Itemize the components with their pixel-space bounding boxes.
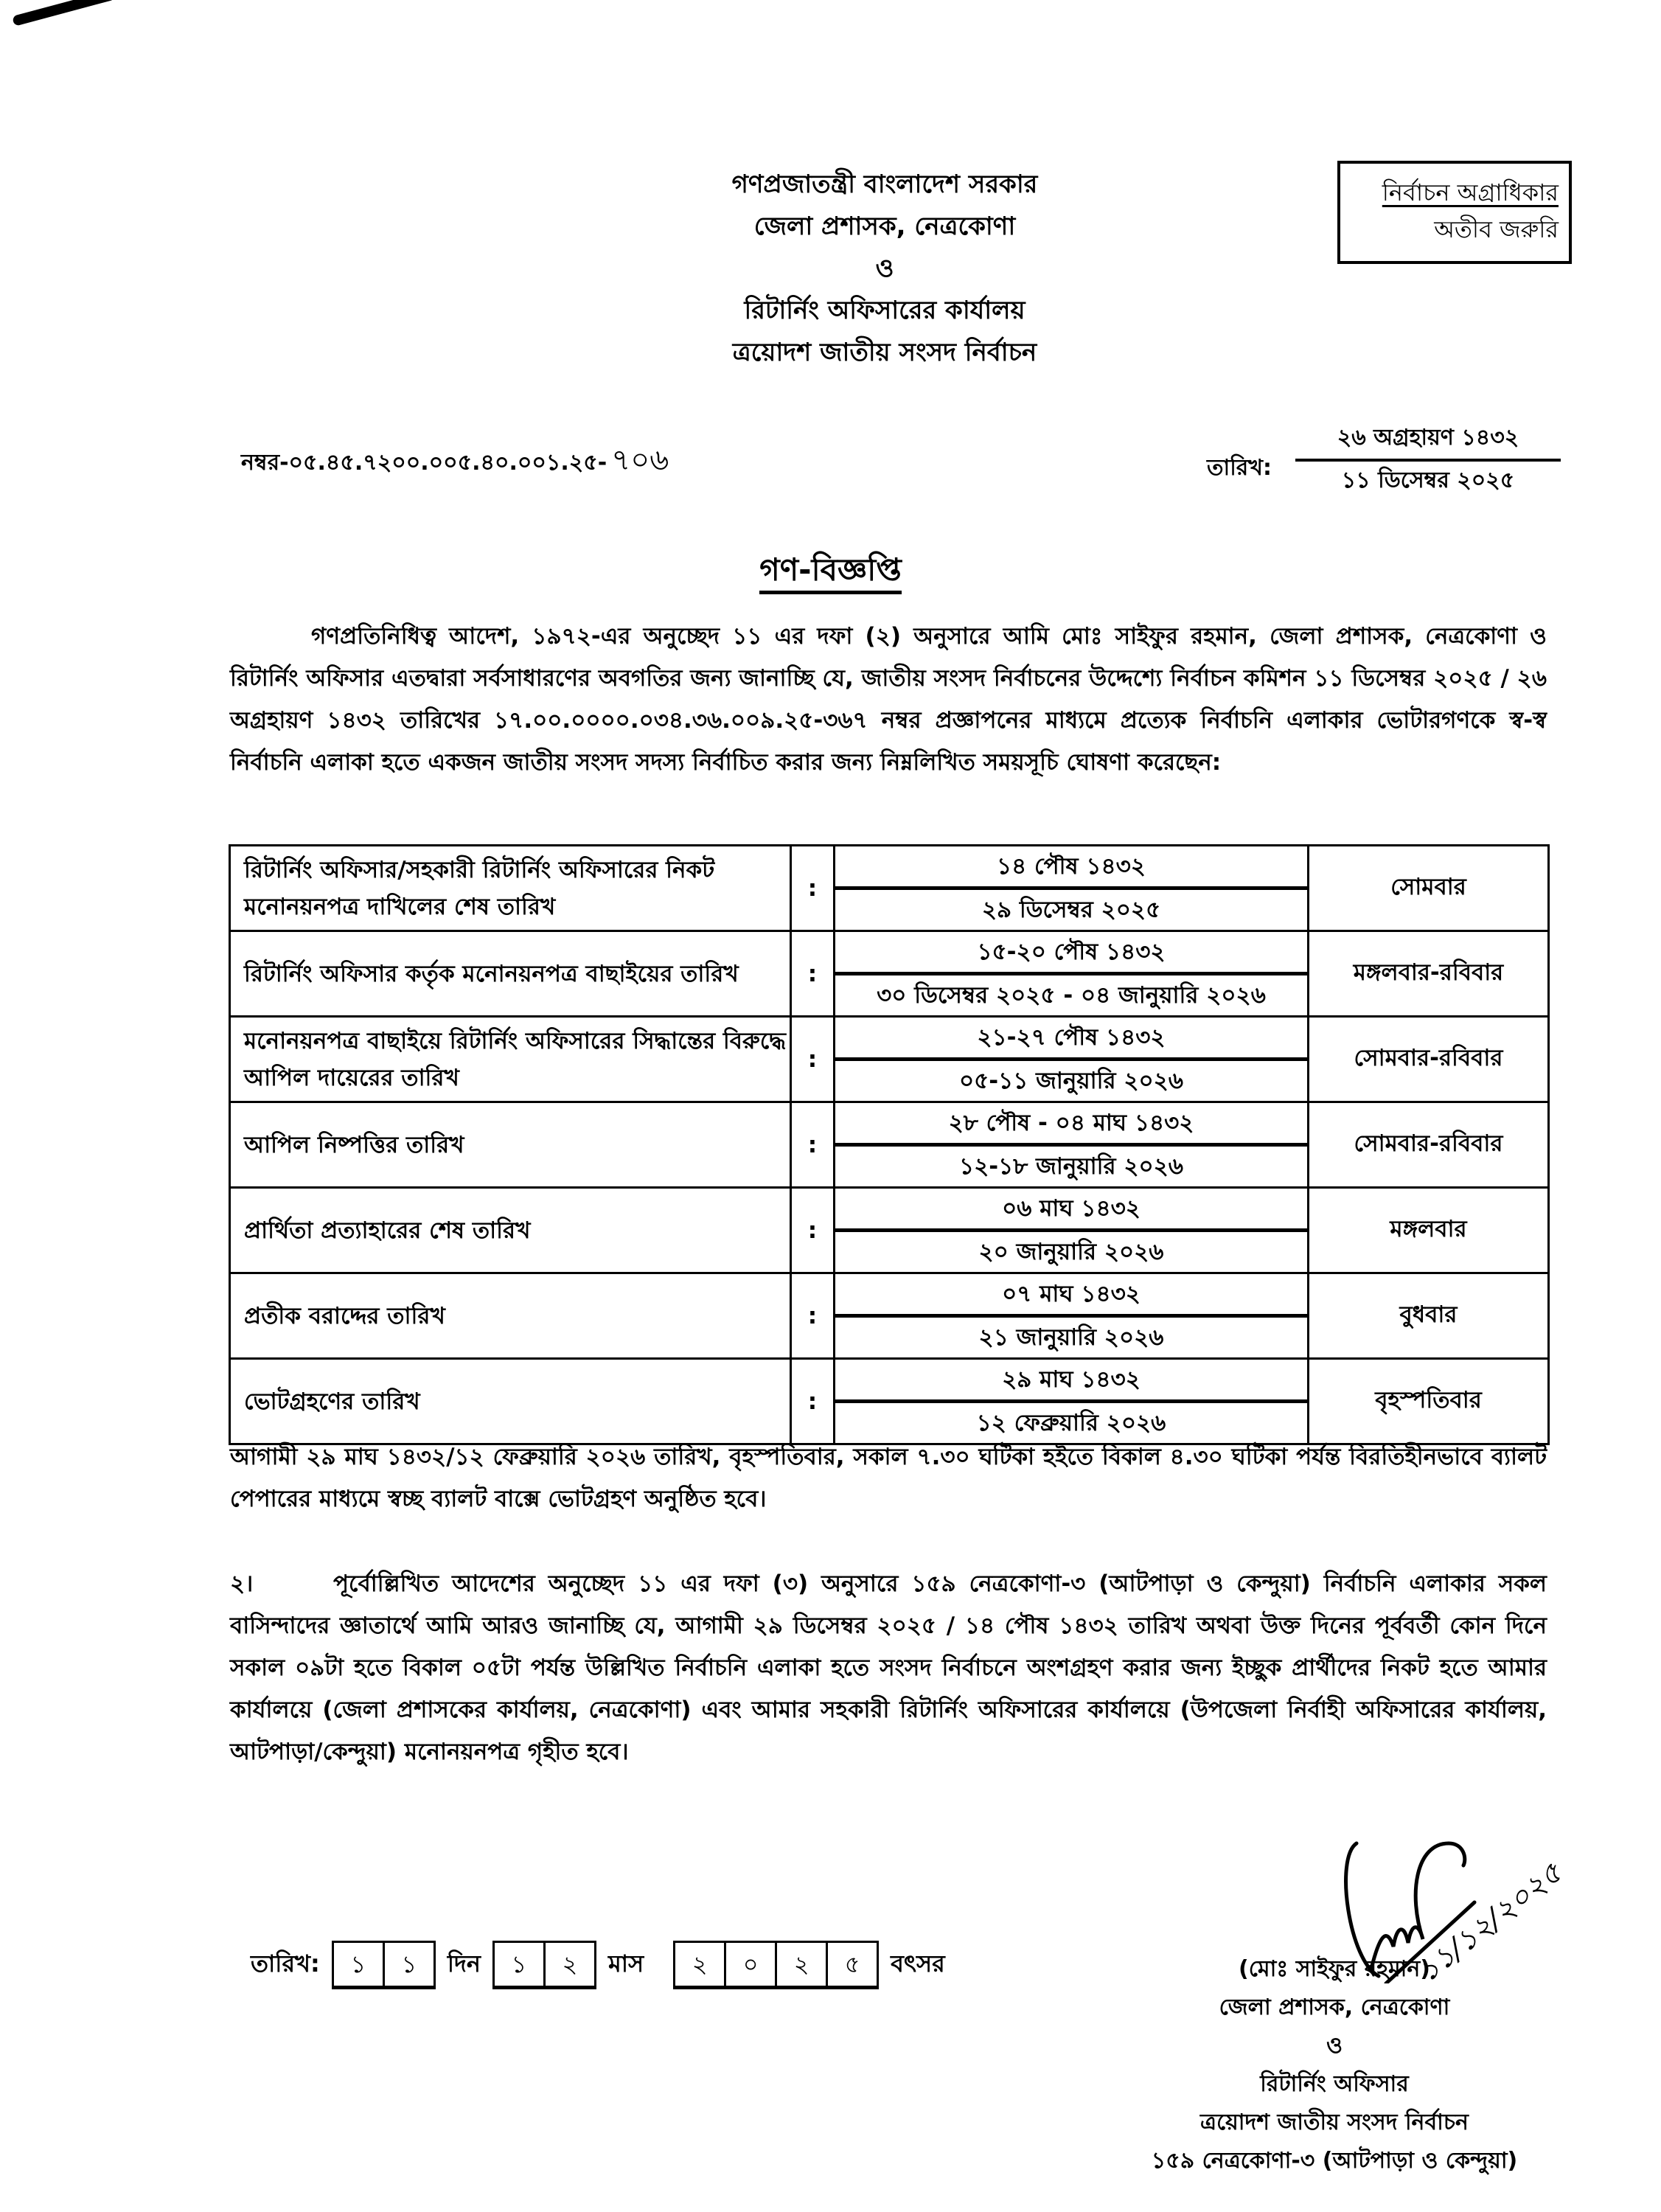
event-cell: প্রতীক বরাদ্দের তারিখ [230, 1273, 791, 1359]
day-cell: সোমবার-রবিবার [1309, 1102, 1549, 1188]
table-row [230, 1188, 1549, 1273]
bangla-date: ২৯ মাঘ ১৪৩২ [835, 1360, 1307, 1403]
event-cell: প্রার্থিতা প্রত্যাহারের শেষ তারিখ [230, 1188, 791, 1273]
paragraph-nomination [230, 1563, 1547, 1773]
date-boxes-label: তারিখ: [251, 1950, 320, 1978]
issue-date-label: তারিখ: [1207, 455, 1272, 481]
colon-cell: : [791, 846, 835, 931]
priority-label: নির্বাচন অগ্রাধিকার [1382, 178, 1559, 206]
signatory-block [1091, 1950, 1578, 2180]
bangla-date: ০৭ মাঘ ১৪৩২ [835, 1274, 1307, 1318]
dates-cell [835, 1273, 1309, 1359]
english-date: ১২-১৮ জানুয়ারি ২০২৬ [959, 1153, 1183, 1180]
table-row [230, 846, 1549, 931]
day-cell: সোমবার-রবিবার [1309, 1017, 1549, 1102]
english-date: ২৯ ডিসেম্বর ২০২৫ [981, 897, 1161, 923]
colon-cell: : [791, 1188, 835, 1273]
english-date: ২০ জানুয়ারি ২০২৬ [978, 1239, 1164, 1265]
bangla-date: ২৮ পৌষ - ০৪ মাঘ ১৪৩২ [835, 1103, 1307, 1147]
paragraph-intro: গণপ্রতিনিধিত্ব আদেশ, ১৯৭২-এর অনুচ্ছেদ ১১ এর দফা (২) অনুসারে আমি মোঃ সাইফুর রহমান, জেলা প্রশাসক, নেত্রকোণা ও রিটার্নিং অফিসার এতদ্বারা সর্বসাধারণের অবগতির জন্য জানাচ্ছি যে, জাতীয় সংসদ নির্বাচনের উদ্দেশ্যে নির্বাচন কমিশন ১১ ডিসেম্বর ২০২৫ / ২৬ অগ্রহায়ণ ১৪৩২ তারিখের ১৭.০০.০০০০.০৩৪.৩৬.০০৯.২৫-৩৬৭ নম্বর প্রজ্ঞাপনের মাধ্যমে প্রত্যেক নির্বাচনি এলাকার ভোটারগণকে স্ব-স্ব নির্বাচনি এলাকা হতে একজন জাতীয় সংসদ সদস্য নির্বাচিত করার জন্য নিম্নলিখিত সময়সূচি ঘোষণা করেছেন: [230, 623, 1547, 776]
bangla-date: ২১-২৭ পৌষ ১৪৩২ [835, 1018, 1307, 1061]
election-schedule-table [229, 844, 1550, 1445]
priority-box [1337, 161, 1572, 264]
table-row [230, 1359, 1549, 1444]
month-boxes [492, 1941, 596, 1989]
notice-title-text: গণ-বিজ্ঞপ্তি [759, 552, 901, 594]
paragraph-nomination-text: পূর্বোল্লিখিত আদেশের অনুচ্ছেদ ১১ এর দফা (৩) অনুসারে ১৫৯ নেত্রকোণা-৩ (আটপাড়া ও কেন্দুয়া) নির্বাচনি এলাকার সকল বাসিন্দাদের জ্ঞাতার্থে আমি আরও জানাচ্ছি যে, আগামী ২৯ ডিসেম্বর ২০২৫ / ১৪ পৌষ ১৪৩২ তারিখ অথবা উক্ত দিনের পূর্ববর্তী কোন দিনে সকাল ০৯টা হতে বিকাল ০৫টা পর্যন্ত উল্লিখিত নির্বাচনি এলাকা হতে সংসদ নির্বাচনে অংশগ্রহণ করার জন্য ইচ্ছুক প্রার্থীদের নিকট হতে আমার কার্যালয়ে (জেলা প্রশাসকের কার্যালয়, নেত্রকোণা) এবং আমার সহকারী রিটার্নিং অফিসারের কার্যালয়ে (উপজেলা নির্বাহী অফিসারের কার্যালয়, আটপাড়া/কেন্দুয়া) মনোনয়নপত্র গৃহীত হবে। [230, 1571, 1547, 1765]
signatory-name: (মোঃ সাইফুর রহমান) [1239, 1956, 1430, 1982]
paragraph-voting-time: আগামী ২৯ মাঘ ১৪৩২/১২ ফেব্রুয়ারি ২০২৬ তারিখ, বৃহস্পতিবার, সকাল ৭.৩০ ঘটিকা হইতে বিকাল ৪.৩০ ঘটিকা পর্যন্ত বিরতিহীনভাবে ব্যালট পেপারের মাধ্যমে স্বচ্ছ ব্যালট বাক্সে ভোটগ্রহণ অনুষ্ঠিত হবে। [230, 1444, 1547, 1512]
month-digit: ২ [562, 1950, 578, 1978]
memo-number-printed: নম্বর-০৫.৪৫.৭২০০.০০৫.৪০.০০১.২৫- [241, 450, 607, 476]
header-line-election: ত্রয়োদশ জাতীয় সংসদ নির্বাচন [732, 338, 1037, 367]
year-digit: ২ [777, 1943, 828, 1986]
day-boxes [332, 1941, 436, 1989]
english-date: ১২ ফেব্রুয়ারি ২০২৬ [976, 1410, 1166, 1436]
day-cell: বৃহস্পতিবার [1309, 1359, 1549, 1444]
government-header [649, 164, 1121, 374]
day-label: দিন [447, 1950, 481, 1978]
signatory-election: ত্রয়োদশ জাতীয় সংসদ নির্বাচন [1200, 2110, 1469, 2135]
bangla-date: ০৬ মাঘ ১৪৩২ [835, 1189, 1307, 1232]
english-date: ৩০ ডিসেম্বর ২০২৫ - ০৪ জানুয়ারি ২০২৬ [877, 982, 1266, 1009]
table-row [230, 931, 1549, 1017]
signatory-role: রিটার্নিং অফিসার [1260, 2071, 1409, 2097]
dates-cell [835, 846, 1309, 931]
header-line-returning-office: রিটার্নিং অফিসারের কার্যালয় [744, 296, 1025, 325]
signature-date-handwritten: ১১/১২/২০২৫ [1411, 1855, 1569, 1989]
event-cell: ভোটগ্রহণের তারিখ [230, 1359, 791, 1444]
header-line-and: ও [875, 254, 894, 283]
dates-cell [835, 1017, 1309, 1102]
table-row [230, 1273, 1549, 1359]
colon-cell: : [791, 1273, 835, 1359]
bangla-date: ১৪ পৌষ ১৪৩২ [835, 846, 1307, 890]
notice-title [0, 546, 1661, 598]
year-label: বৎসর [891, 1950, 945, 1978]
paragraph-number: ২। [230, 1571, 254, 1597]
event-cell: মনোনয়নপত্র বাছাইয়ে রিটার্নিং অফিসারের সিদ্ধান্তের বিরুদ্ধে আপিল দায়েরের তারিখ [230, 1017, 791, 1102]
event-cell: রিটার্নিং অফিসার কর্তৃক মনোনয়নপত্র বাছাইয়ের তারিখ [230, 931, 791, 1017]
event-cell: রিটার্নিং অফিসার/সহকারী রিটার্নিং অফিসারের নিকট মনোনয়নপত্র দাখিলের শেষ তারিখ [230, 846, 791, 931]
year-digit: ৫ [844, 1950, 860, 1978]
year-digit: ২ [675, 1943, 726, 1986]
day-cell: মঙ্গলবার [1309, 1188, 1549, 1273]
day-cell: বুধবার [1309, 1273, 1549, 1359]
year-boxes [673, 1941, 879, 1989]
event-cell: আপিল নিষ্পত্তির তারিখ [230, 1102, 791, 1188]
signatory-constituency: ১৫৯ নেত্রকোণা-৩ (আটপাড়া ও কেন্দুয়া) [1151, 2148, 1518, 2174]
colon-cell: : [791, 931, 835, 1017]
signatory-and: ও [1326, 2033, 1343, 2059]
dates-cell [835, 931, 1309, 1017]
day-digit: ১ [401, 1950, 417, 1978]
header-line-government: গণপ্রজাতন্ত্রী বাংলাদেশ সরকার [731, 170, 1038, 199]
table-row [230, 1102, 1549, 1188]
english-date: ২১ জানুয়ারি ২০২৬ [978, 1324, 1164, 1351]
memo-number [241, 437, 669, 486]
colon-cell: : [791, 1102, 835, 1188]
dates-cell [835, 1359, 1309, 1444]
dates-cell [835, 1102, 1309, 1188]
month-label: মাস [607, 1950, 644, 1978]
date-boxes [251, 1941, 945, 1989]
year-digit: ০ [726, 1943, 777, 1986]
day-cell: সোমবার [1309, 846, 1549, 931]
bangla-date: ১৫-২০ পৌষ ১৪৩২ [835, 932, 1307, 975]
signatory-title: জেলা প্রশাসক, নেত্রকোণা [1219, 1994, 1450, 2020]
pen-stroke-mark [12, 0, 116, 27]
month-digit: ১ [495, 1943, 546, 1986]
dates-cell [835, 1188, 1309, 1273]
colon-cell: : [791, 1017, 835, 1102]
colon-cell: : [791, 1359, 835, 1444]
english-date: ০৫-১১ জানুয়ারি ২০২৬ [959, 1068, 1183, 1094]
memo-number-handwritten: ৭০৬ [611, 443, 669, 477]
day-cell: মঙ্গলবার-রবিবার [1309, 931, 1549, 1017]
urgency-label: অতীব জরুরি [1434, 215, 1559, 243]
header-line-district-commissioner: জেলা প্রশাসক, নেত্রকোণা [753, 212, 1016, 241]
day-digit: ১ [334, 1943, 385, 1986]
issue-date-english: ১১ ডিসেম্বর ২০২৫ [1341, 467, 1515, 493]
table-row [230, 1017, 1549, 1102]
issue-date-bangla: ২৬ অগ্রহায়ণ ১৪৩২ [1295, 420, 1561, 462]
